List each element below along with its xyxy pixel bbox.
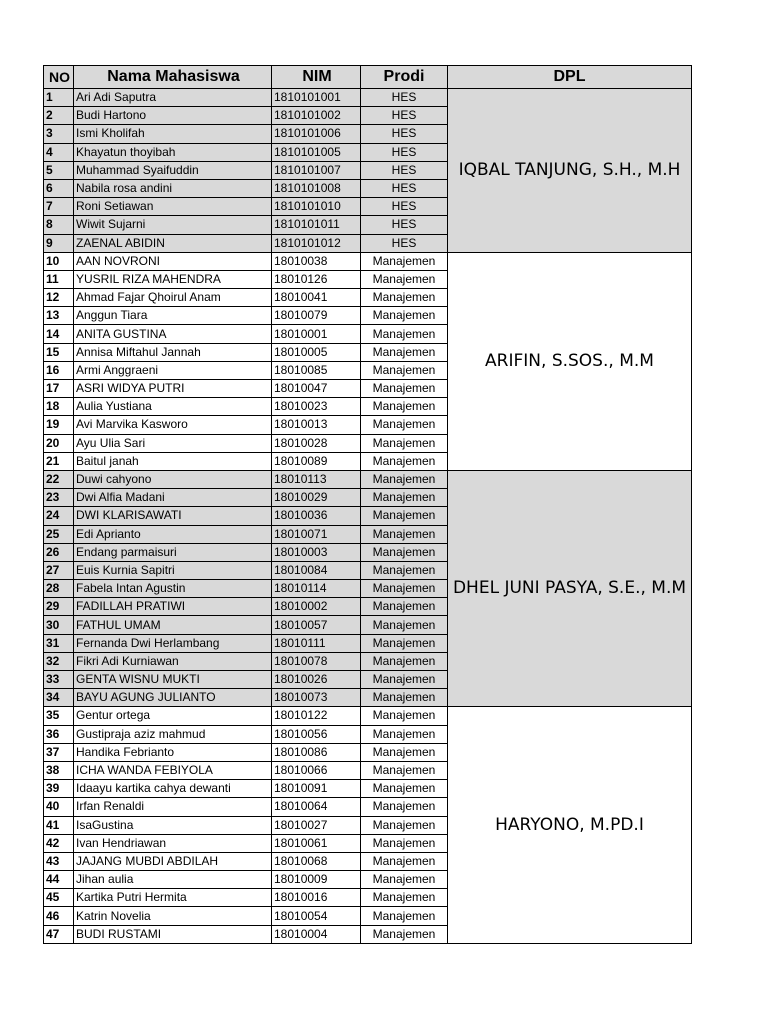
cell-prodi: Manajemen	[361, 798, 448, 816]
cell-nim: 18010027	[272, 816, 361, 834]
cell-no: 20	[44, 434, 74, 452]
cell-name: Duwi cahyono	[74, 470, 272, 488]
cell-nim: 18010066	[272, 761, 361, 779]
cell-name: Annisa Miftahul Jannah	[74, 343, 272, 361]
cell-no: 15	[44, 343, 74, 361]
cell-prodi: Manajemen	[361, 252, 448, 270]
cell-name: Aulia Yustiana	[74, 398, 272, 416]
cell-no: 30	[44, 616, 74, 634]
cell-name: Armi Anggraeni	[74, 361, 272, 379]
cell-nim: 18010126	[272, 270, 361, 288]
cell-name: IsaGustina	[74, 816, 272, 834]
cell-prodi: Manajemen	[361, 489, 448, 507]
cell-no: 24	[44, 507, 74, 525]
cell-name: FADILLAH PRATIWI	[74, 598, 272, 616]
cell-name: Baitul janah	[74, 452, 272, 470]
cell-prodi: Manajemen	[361, 580, 448, 598]
cell-nim: 18010073	[272, 689, 361, 707]
cell-prodi: Manajemen	[361, 689, 448, 707]
cell-nim: 18010047	[272, 380, 361, 398]
cell-name: Irfan Renaldi	[74, 798, 272, 816]
cell-name: ANITA GUSTINA	[74, 325, 272, 343]
cell-no: 22	[44, 470, 74, 488]
cell-name: ZAENAL ABIDIN	[74, 234, 272, 252]
cell-no: 19	[44, 416, 74, 434]
cell-nim: 1810101006	[272, 125, 361, 143]
cell-no: 28	[44, 580, 74, 598]
cell-prodi: Manajemen	[361, 889, 448, 907]
cell-nim: 1810101010	[272, 198, 361, 216]
cell-prodi: Manajemen	[361, 361, 448, 379]
cell-no: 25	[44, 525, 74, 543]
cell-nim: 1810101005	[272, 143, 361, 161]
cell-no: 8	[44, 216, 74, 234]
cell-name: Wiwit Sujarni	[74, 216, 272, 234]
cell-no: 47	[44, 925, 74, 943]
cell-nim: 18010009	[272, 871, 361, 889]
cell-prodi: HES	[361, 216, 448, 234]
cell-name: Muhammad Syaifuddin	[74, 161, 272, 179]
cell-no: 3	[44, 125, 74, 143]
cell-name: Ivan Hendriawan	[74, 834, 272, 852]
cell-prodi: Manajemen	[361, 561, 448, 579]
cell-prodi: Manajemen	[361, 634, 448, 652]
cell-name: Khayatun thoyibah	[74, 143, 272, 161]
cell-no: 45	[44, 889, 74, 907]
cell-no: 18	[44, 398, 74, 416]
cell-nim: 18010054	[272, 907, 361, 925]
cell-name: Euis Kurnia Sapitri	[74, 561, 272, 579]
cell-prodi: Manajemen	[361, 416, 448, 434]
cell-no: 42	[44, 834, 74, 852]
cell-prodi: Manajemen	[361, 780, 448, 798]
cell-nim: 18010068	[272, 852, 361, 870]
cell-nim: 18010036	[272, 507, 361, 525]
table-row	[44, 89, 692, 107]
cell-name: Dwi Alfia Madani	[74, 489, 272, 507]
cell-nim: 18010061	[272, 834, 361, 852]
table-body	[44, 89, 692, 944]
cell-prodi: HES	[361, 89, 448, 107]
cell-prodi: Manajemen	[361, 816, 448, 834]
table-row	[44, 707, 692, 725]
cell-prodi: Manajemen	[361, 671, 448, 689]
cell-nim: 18010029	[272, 489, 361, 507]
cell-name: Nabila rosa andini	[74, 179, 272, 197]
cell-name: JAJANG MUBDI ABDILAH	[74, 852, 272, 870]
cell-name: Fikri Adi Kurniawan	[74, 652, 272, 670]
cell-no: 32	[44, 652, 74, 670]
header-dpl: DPL	[448, 66, 692, 89]
cell-prodi: Manajemen	[361, 343, 448, 361]
cell-no: 6	[44, 179, 74, 197]
cell-no: 43	[44, 852, 74, 870]
cell-nim: 18010016	[272, 889, 361, 907]
cell-nim: 18010064	[272, 798, 361, 816]
cell-name: GENTA WISNU MUKTI	[74, 671, 272, 689]
cell-no: 27	[44, 561, 74, 579]
cell-name: Ayu Ulia Sari	[74, 434, 272, 452]
cell-prodi: HES	[361, 234, 448, 252]
header-no: NO	[44, 66, 74, 89]
cell-name: Idaayu kartika cahya dewanti	[74, 780, 272, 798]
table-row	[44, 252, 692, 270]
cell-nim: 18010057	[272, 616, 361, 634]
cell-no: 39	[44, 780, 74, 798]
cell-no: 17	[44, 380, 74, 398]
cell-name: Ismi Kholifah	[74, 125, 272, 143]
cell-nim: 18010002	[272, 598, 361, 616]
cell-name: AAN NOVRONI	[74, 252, 272, 270]
cell-dpl: IQBAL TANJUNG, S.H., M.H	[448, 89, 692, 253]
cell-nim: 18010111	[272, 634, 361, 652]
cell-nim: 18010026	[272, 671, 361, 689]
cell-name: Anggun Tiara	[74, 307, 272, 325]
cell-no: 41	[44, 816, 74, 834]
cell-no: 26	[44, 543, 74, 561]
cell-no: 37	[44, 743, 74, 761]
cell-no: 33	[44, 671, 74, 689]
cell-prodi: HES	[361, 143, 448, 161]
cell-nim: 18010023	[272, 398, 361, 416]
cell-nim: 18010086	[272, 743, 361, 761]
cell-name: BUDI RUSTAMI	[74, 925, 272, 943]
cell-prodi: Manajemen	[361, 598, 448, 616]
cell-no: 7	[44, 198, 74, 216]
cell-no: 31	[44, 634, 74, 652]
cell-name: Ahmad Fajar Qhoirul Anam	[74, 289, 272, 307]
cell-no: 4	[44, 143, 74, 161]
cell-name: Katrin Novelia	[74, 907, 272, 925]
cell-no: 11	[44, 270, 74, 288]
cell-nim: 18010114	[272, 580, 361, 598]
cell-prodi: Manajemen	[361, 907, 448, 925]
cell-nim: 18010005	[272, 343, 361, 361]
cell-no: 13	[44, 307, 74, 325]
cell-prodi: Manajemen	[361, 289, 448, 307]
cell-nim: 18010122	[272, 707, 361, 725]
cell-prodi: Manajemen	[361, 852, 448, 870]
cell-nim: 18010078	[272, 652, 361, 670]
cell-nim: 1810101008	[272, 179, 361, 197]
cell-prodi: Manajemen	[361, 398, 448, 416]
cell-no: 44	[44, 871, 74, 889]
table-row	[44, 470, 692, 488]
cell-name: Ari Adi Saputra	[74, 89, 272, 107]
cell-prodi: HES	[361, 198, 448, 216]
cell-prodi: Manajemen	[361, 707, 448, 725]
student-dpl-table	[43, 65, 692, 944]
cell-no: 5	[44, 161, 74, 179]
cell-prodi: Manajemen	[361, 652, 448, 670]
cell-prodi: HES	[361, 125, 448, 143]
cell-prodi: Manajemen	[361, 470, 448, 488]
cell-nim: 18010056	[272, 725, 361, 743]
cell-nim: 18010091	[272, 780, 361, 798]
cell-no: 40	[44, 798, 74, 816]
header-nim: NIM	[272, 66, 361, 89]
cell-name: Edi Aprianto	[74, 525, 272, 543]
cell-prodi: Manajemen	[361, 452, 448, 470]
header-prodi: Prodi	[361, 66, 448, 89]
cell-prodi: Manajemen	[361, 307, 448, 325]
cell-prodi: Manajemen	[361, 761, 448, 779]
cell-nim: 18010041	[272, 289, 361, 307]
cell-name: Avi Marvika Kasworo	[74, 416, 272, 434]
cell-no: 21	[44, 452, 74, 470]
cell-dpl: DHEL JUNI PASYA, S.E., M.M	[448, 470, 692, 706]
cell-nim: 18010079	[272, 307, 361, 325]
cell-no: 29	[44, 598, 74, 616]
cell-nim: 18010038	[272, 252, 361, 270]
cell-name: FATHUL UMAM	[74, 616, 272, 634]
cell-prodi: Manajemen	[361, 507, 448, 525]
cell-nim: 18010004	[272, 925, 361, 943]
cell-prodi: Manajemen	[361, 725, 448, 743]
cell-name: Fabela Intan Agustin	[74, 580, 272, 598]
cell-prodi: Manajemen	[361, 925, 448, 943]
cell-name: Endang parmaisuri	[74, 543, 272, 561]
cell-name: ASRI WIDYA PUTRI	[74, 380, 272, 398]
cell-name: Handika Febrianto	[74, 743, 272, 761]
cell-nim: 18010013	[272, 416, 361, 434]
cell-prodi: HES	[361, 179, 448, 197]
cell-prodi: Manajemen	[361, 616, 448, 634]
cell-no: 35	[44, 707, 74, 725]
cell-name: Fernanda Dwi Herlambang	[74, 634, 272, 652]
cell-prodi: HES	[361, 161, 448, 179]
cell-no: 12	[44, 289, 74, 307]
cell-nim: 18010003	[272, 543, 361, 561]
cell-nim: 18010085	[272, 361, 361, 379]
cell-no: 1	[44, 89, 74, 107]
cell-name: DWI KLARISAWATI	[74, 507, 272, 525]
cell-no: 23	[44, 489, 74, 507]
cell-prodi: Manajemen	[361, 834, 448, 852]
cell-prodi: Manajemen	[361, 525, 448, 543]
cell-prodi: Manajemen	[361, 743, 448, 761]
header-row	[44, 66, 692, 89]
cell-name: ICHA WANDA FEBIYOLA	[74, 761, 272, 779]
cell-prodi: Manajemen	[361, 325, 448, 343]
cell-prodi: Manajemen	[361, 270, 448, 288]
cell-nim: 18010001	[272, 325, 361, 343]
cell-name: Jihan aulia	[74, 871, 272, 889]
cell-nim: 18010028	[272, 434, 361, 452]
cell-no: 10	[44, 252, 74, 270]
cell-nim: 18010084	[272, 561, 361, 579]
cell-nim: 18010089	[272, 452, 361, 470]
cell-name: Gentur ortega	[74, 707, 272, 725]
cell-name: BAYU AGUNG JULIANTO	[74, 689, 272, 707]
cell-prodi: Manajemen	[361, 380, 448, 398]
cell-dpl: HARYONO, M.PD.I	[448, 707, 692, 943]
header-name: Nama Mahasiswa	[74, 66, 272, 89]
cell-name: Kartika Putri Hermita	[74, 889, 272, 907]
cell-no: 46	[44, 907, 74, 925]
cell-name: YUSRIL RIZA MAHENDRA	[74, 270, 272, 288]
cell-nim: 1810101001	[272, 89, 361, 107]
cell-nim: 1810101012	[272, 234, 361, 252]
cell-no: 34	[44, 689, 74, 707]
cell-name: Roni Setiawan	[74, 198, 272, 216]
cell-no: 36	[44, 725, 74, 743]
cell-nim: 1810101002	[272, 107, 361, 125]
cell-prodi: Manajemen	[361, 434, 448, 452]
cell-nim: 18010071	[272, 525, 361, 543]
cell-no: 9	[44, 234, 74, 252]
cell-name: Budi Hartono	[74, 107, 272, 125]
cell-nim: 1810101007	[272, 161, 361, 179]
cell-dpl: ARIFIN, S.SOS., M.M	[448, 252, 692, 470]
cell-no: 38	[44, 761, 74, 779]
cell-no: 16	[44, 361, 74, 379]
cell-prodi: Manajemen	[361, 543, 448, 561]
cell-no: 14	[44, 325, 74, 343]
cell-name: Gustipraja aziz mahmud	[74, 725, 272, 743]
cell-nim: 1810101011	[272, 216, 361, 234]
cell-prodi: HES	[361, 107, 448, 125]
cell-prodi: Manajemen	[361, 871, 448, 889]
cell-no: 2	[44, 107, 74, 125]
cell-nim: 18010113	[272, 470, 361, 488]
